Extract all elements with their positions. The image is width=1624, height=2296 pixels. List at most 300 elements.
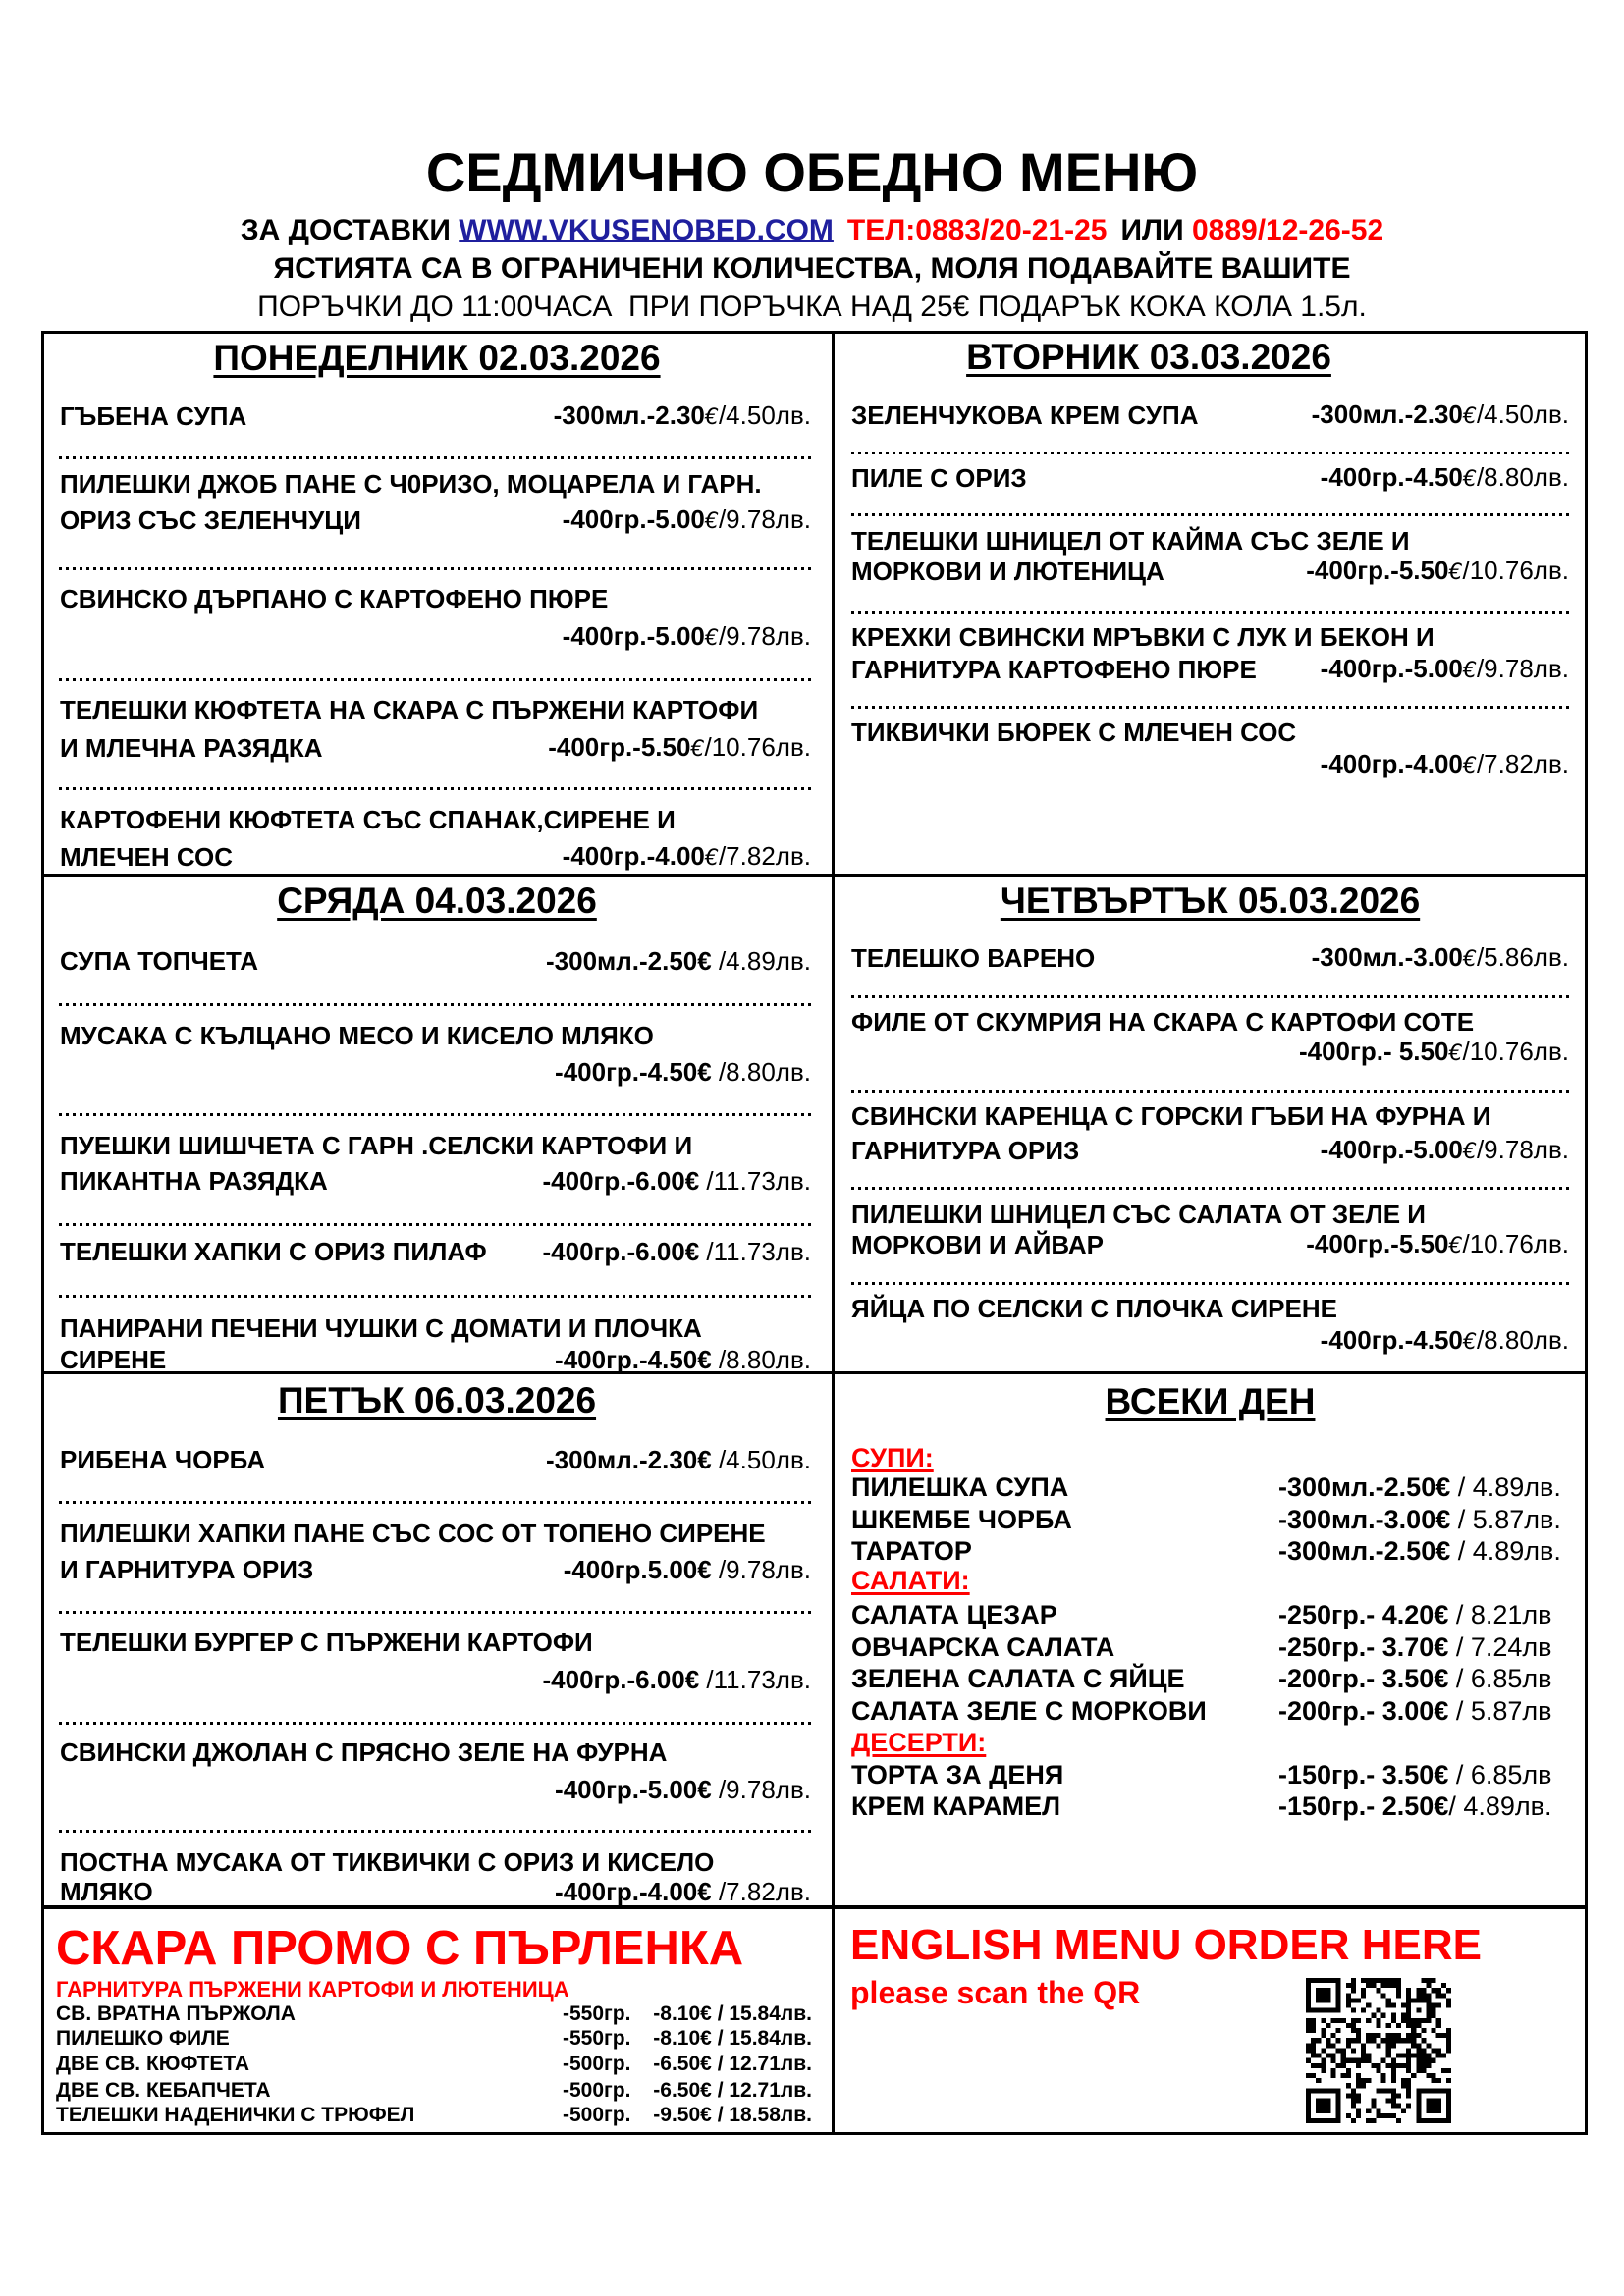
menu-item [851, 1695, 1569, 1727]
qr-module [1306, 2028, 1311, 2033]
price-amount: -200гр.- 3.50 [1278, 1664, 1435, 1693]
qr-module [1446, 2078, 1451, 2083]
qr-module [1436, 2018, 1441, 2023]
qr-module [1346, 2068, 1351, 2073]
qr-module [1426, 2043, 1431, 2048]
qr-module [1436, 2003, 1441, 2008]
qr-module [1391, 2058, 1396, 2063]
qr-module [1356, 2028, 1361, 2033]
price-amount: -150гр.- 3.50 [1278, 1760, 1435, 1789]
qr-module [1331, 2088, 1336, 2093]
day-title-text: СРЯДА 04.03.2026 [277, 881, 597, 921]
qr-module [1416, 2113, 1421, 2118]
item-name: РИБЕНА ЧОРБА [60, 1445, 266, 1474]
qr-module [1406, 2003, 1411, 2008]
qr-module [1336, 1983, 1341, 1988]
price-amount: -400гр.-5.00 [562, 505, 705, 534]
phone-2[interactable]: 0889/12-26-52 [1191, 214, 1384, 246]
price-amount: -400гр.-4.00 [562, 841, 705, 871]
menu-item [851, 1535, 1569, 1567]
item-price [546, 944, 811, 978]
section-label-desserts [851, 1727, 1569, 1758]
qr-module [1331, 2068, 1336, 2073]
qr-module [1432, 2109, 1436, 2113]
promo-item-price [653, 2103, 812, 2128]
qr-module [1426, 2058, 1431, 2063]
qr-module [1361, 1993, 1366, 1998]
column-divider [832, 331, 835, 2135]
qr-module [1336, 1988, 1341, 1993]
qr-module [1396, 2054, 1401, 2058]
item-price [1278, 1759, 1552, 1790]
qr-module [1336, 2118, 1341, 2123]
item-name: СУПА ТОПЧЕТА [60, 946, 259, 976]
qr-module [1306, 2113, 1311, 2118]
qr-module [1376, 1988, 1380, 1993]
qr-module [1391, 2078, 1396, 2083]
qr-module [1416, 2093, 1421, 2098]
qr-module [1321, 2008, 1326, 2013]
menu-item [851, 524, 1569, 558]
qr-module [1321, 2033, 1326, 2038]
menu-item [851, 1005, 1569, 1039]
qr-module [1391, 1983, 1396, 1988]
price-leva: / 4.89лв. [1448, 1791, 1552, 1821]
menu-item-cont [60, 1773, 811, 1806]
price-leva: / 6.85лв [1448, 1760, 1552, 1789]
qr-module [1421, 2068, 1426, 2073]
qr-module [1436, 2088, 1441, 2093]
qr-module [1406, 1988, 1411, 1993]
price-leva: / 15.84лв. [711, 2002, 812, 2025]
qr-module [1396, 1983, 1401, 1988]
item-price [1321, 1323, 1569, 1359]
euro-symbol: € [700, 2104, 712, 2126]
price-amount: -400гр.-6.00 [542, 1166, 685, 1196]
item-price [1321, 652, 1569, 687]
item-price [555, 1875, 811, 1908]
qr-module [1432, 2073, 1436, 2078]
qr-module [1446, 2003, 1451, 2008]
price-leva: / 12.71лв. [711, 2079, 812, 2102]
qr-module [1436, 2078, 1441, 2083]
qr-module [1306, 2104, 1311, 2109]
qr-module [1306, 1998, 1311, 2002]
qr-module [1306, 1988, 1311, 1993]
qr-module [1351, 2088, 1356, 2093]
qr-module [1406, 2093, 1411, 2098]
price-amount: -8.10 [653, 2002, 701, 2025]
item-name: КАРТОФЕНИ КЮФТЕТА СЪС СПАНАК,СИРЕНЕ И [60, 805, 676, 834]
qr-module [1341, 2058, 1346, 2063]
qr-module [1441, 2068, 1446, 2073]
qr-module [1366, 2109, 1371, 2113]
qr-module [1446, 2118, 1451, 2123]
qr-module [1446, 2033, 1451, 2038]
price-amount: -400гр.-5.00 [1320, 654, 1463, 683]
qr-module [1356, 2038, 1361, 2043]
qr-module [1321, 1978, 1326, 1983]
qr-module [1421, 2063, 1426, 2068]
item-price [1278, 1663, 1552, 1694]
qr-module [1436, 2033, 1441, 2038]
qr-module [1436, 2054, 1441, 2058]
qr-code-icon[interactable] [1306, 1978, 1451, 2123]
qr-module [1341, 2018, 1346, 2023]
qr-module [1351, 2048, 1356, 2053]
qr-module [1361, 1978, 1366, 1983]
qr-module [1386, 2038, 1391, 2043]
price-amount: -150гр.- 2.50 [1278, 1791, 1435, 1821]
qr-module [1376, 2109, 1380, 2113]
qr-module [1391, 2013, 1396, 2018]
qr-module [1316, 2109, 1321, 2113]
qr-module [1396, 1993, 1401, 1998]
item-price [1278, 1599, 1552, 1630]
price-leva: /5.86лв. [1476, 942, 1569, 972]
qr-module [1406, 2088, 1411, 2093]
item-price [543, 1235, 812, 1268]
price-amount: -400гр.-5.50 [1306, 556, 1449, 585]
qr-module [1446, 2028, 1451, 2033]
euro-symbol: € [684, 1166, 700, 1196]
qr-module [1331, 2118, 1336, 2123]
qr-module [1336, 2113, 1341, 2118]
qr-module [1406, 2078, 1411, 2083]
qr-module [1376, 2113, 1380, 2118]
euro-symbol: € [697, 1057, 712, 1087]
qr-module [1311, 2118, 1316, 2123]
price-leva: / 5.87лв. [1450, 1505, 1561, 1534]
qr-module [1386, 2088, 1391, 2093]
item-price [554, 399, 811, 434]
qr-module [1436, 2048, 1441, 2053]
qr-module [1391, 2098, 1396, 2103]
qr-module [1401, 2083, 1406, 2088]
qr-module [1306, 1983, 1311, 1988]
menu-item-cont [60, 504, 811, 537]
price-leva: / 8.21лв [1448, 1600, 1552, 1629]
qr-module [1371, 2063, 1376, 2068]
promo-item [56, 2052, 812, 2077]
price-leva: /8.80лв. [1476, 462, 1569, 492]
price-leva: /4.89лв. [711, 946, 811, 976]
item-name: ТИКВИЧКИ БЮРЕК С МЛЕЧЕН СОС [851, 718, 1297, 747]
qr-module [1356, 2109, 1361, 2113]
qr-module [1386, 2098, 1391, 2103]
qr-module [1421, 2028, 1426, 2033]
menu-item [851, 1663, 1569, 1694]
qr-module [1376, 2068, 1380, 2073]
menu-item-cont [851, 1324, 1569, 1358]
menu-item-cont [851, 1036, 1569, 1069]
item-name: МОРКОВИ И АЙВАР [851, 1230, 1104, 1259]
qr-module [1321, 1993, 1326, 1998]
dotted-separator [851, 1090, 1569, 1093]
qr-module [1316, 2078, 1321, 2083]
price-amount: -8.10 [653, 2027, 701, 2050]
qr-module [1446, 2098, 1451, 2103]
phone-1[interactable]: ТЕЛ:0883/20-21-25 [846, 214, 1108, 246]
qr-module [1406, 2018, 1411, 2023]
qr-module [1311, 2008, 1316, 2013]
qr-module [1326, 2118, 1330, 2123]
qr-module [1446, 1988, 1451, 1993]
qr-module [1331, 2073, 1336, 2078]
menu-item [851, 1504, 1569, 1535]
item-name: ШКЕМБЕ ЧОРБА [851, 1505, 1072, 1534]
qr-module [1406, 2104, 1411, 2109]
qr-module [1426, 2098, 1431, 2103]
qr-module [1321, 2028, 1326, 2033]
qr-module [1331, 1978, 1336, 1983]
qr-module [1376, 2043, 1380, 2048]
qr-module [1391, 2003, 1396, 2008]
qr-module [1421, 2048, 1426, 2053]
qr-module [1391, 2073, 1396, 2078]
qr-module [1356, 2073, 1361, 2078]
item-price [563, 619, 811, 655]
qr-module [1306, 1978, 1311, 1983]
qr-module [1306, 2118, 1311, 2123]
menu-item-cont [60, 1055, 811, 1089]
dotted-separator [59, 1223, 811, 1226]
qr-module [1436, 2098, 1441, 2103]
menu-item [60, 582, 811, 615]
qr-module [1401, 2018, 1406, 2023]
item-price [548, 730, 811, 766]
price-leva: /9.78лв. [718, 621, 811, 651]
qr-module [1426, 2063, 1431, 2068]
menu-item [851, 1292, 1569, 1325]
qr-module [1351, 1988, 1356, 1993]
qr-module [1391, 2088, 1396, 2093]
menu-item-cont [60, 840, 811, 874]
qr-module [1386, 2063, 1391, 2068]
qr-module [1331, 2054, 1336, 2058]
menu-item [851, 1198, 1569, 1231]
price-amount: -300мл.-3.00 [1311, 942, 1463, 972]
item-name: МУСАКА С КЪЛЦАНО МЕСО И КИСЕЛО МЛЯКО [60, 1021, 654, 1050]
qr-module [1306, 1993, 1311, 1998]
qr-module [1432, 2028, 1436, 2033]
qr-module [1361, 2083, 1366, 2088]
qr-module [1306, 2048, 1311, 2053]
qr-module [1426, 1993, 1431, 1998]
dotted-separator [59, 1830, 811, 1833]
qr-module [1336, 2018, 1341, 2023]
item-price [1306, 1227, 1569, 1262]
qr-module [1351, 2093, 1356, 2098]
qr-module [1361, 2048, 1366, 2053]
promo-item-weight: -500гр. [563, 2079, 631, 2102]
qr-module [1432, 2104, 1436, 2109]
item-name: ЯЙЦА ПО СЕЛСКИ С ПЛОЧКА СИРЕНЕ [851, 1294, 1337, 1323]
item-name: ГАРНИТУРА ОРИЗ [851, 1136, 1080, 1165]
qr-module [1321, 2104, 1326, 2109]
qr-module [1446, 2104, 1451, 2109]
qr-module [1311, 2028, 1316, 2033]
qr-module [1346, 1993, 1351, 1998]
price-leva: / 7.24лв [1448, 1632, 1552, 1662]
item-name: ТАРАТОР [851, 1536, 972, 1566]
day-title-thursday [833, 879, 1588, 924]
qr-module [1426, 2008, 1431, 2013]
menu-item-cont [60, 1164, 811, 1198]
qr-module [1306, 2003, 1311, 2008]
promo-item-name: ДВЕ СВ. КЮФТЕТА [56, 2053, 250, 2075]
section-label-text: СУПИ: [851, 1443, 934, 1472]
qr-module [1432, 2098, 1436, 2103]
qr-module [1391, 2113, 1396, 2118]
qr-module [1316, 2008, 1321, 2013]
qr-module [1436, 1993, 1441, 1998]
qr-module [1416, 1993, 1421, 1998]
qr-module [1326, 1988, 1330, 1993]
qr-module [1416, 2088, 1421, 2093]
item-price [1278, 1790, 1552, 1822]
price-amount: -200гр.- 3.00 [1278, 1696, 1435, 1726]
item-price [1278, 1471, 1561, 1503]
qr-module [1381, 2073, 1386, 2078]
qr-module [1416, 2043, 1421, 2048]
qr-module [1396, 2038, 1401, 2043]
qr-module [1311, 2023, 1316, 2028]
qr-module [1441, 1983, 1446, 1988]
qr-module [1396, 2063, 1401, 2068]
qr-module [1311, 2038, 1316, 2043]
qr-module [1356, 1998, 1361, 2002]
qr-module [1336, 2038, 1341, 2043]
price-leva: /8.80лв. [711, 1345, 811, 1374]
dotted-separator [851, 452, 1569, 454]
qr-module [1326, 2098, 1330, 2103]
day-title-wednesday [41, 879, 833, 924]
qr-module [1396, 2023, 1401, 2028]
qr-module [1421, 2058, 1426, 2063]
item-name: ПИЛЕШКИ ДЖОБ ПАНЕ С Ч0РИЗО, МОЦАРЕЛА И ГАРН. [60, 469, 762, 499]
qr-module [1316, 2098, 1321, 2103]
menu-item [851, 1599, 1569, 1630]
menu-item [60, 467, 811, 501]
promo-item-name: ТЕЛЕШКИ НАДЕНИЧКИ С ТРЮФЕЛ [56, 2104, 415, 2126]
euro-symbol: € [697, 1775, 712, 1804]
price-leva: /9.78лв. [711, 1555, 811, 1584]
qr-module [1416, 2008, 1421, 2013]
price-amount: -400гр.- 5.50 [1298, 1037, 1449, 1066]
qr-module [1346, 2023, 1351, 2028]
euro-symbol: € [1435, 1505, 1451, 1534]
euro-symbol: € [697, 1445, 712, 1474]
item-name: САЛАТА ЗЕЛЕ С МОРКОВИ [851, 1696, 1207, 1726]
price-amount: -400гр.-4.00 [1320, 749, 1463, 778]
qr-module [1321, 2018, 1326, 2023]
qr-module [1336, 2093, 1341, 2098]
qr-module [1311, 2073, 1316, 2078]
item-price [1321, 1133, 1569, 1168]
qr-module [1366, 2078, 1371, 2083]
price-amount: -300мл.-3.00 [1278, 1505, 1436, 1534]
item-price [1278, 1695, 1552, 1727]
qr-module [1316, 2088, 1321, 2093]
day-title-monday [41, 336, 833, 381]
qr-module [1321, 2068, 1326, 2073]
euro-symbol: € [1434, 1632, 1449, 1662]
euro-symbol: € [684, 1665, 700, 1694]
qr-module [1432, 2088, 1436, 2093]
website-link[interactable]: WWW.VKUSENOBED.COM [459, 214, 834, 246]
qr-module [1396, 2033, 1401, 2038]
menu-item [60, 400, 811, 433]
euro-symbol: € [697, 946, 712, 976]
menu-item [60, 1311, 811, 1345]
euro-symbol: € [697, 1555, 712, 1584]
promo-item [56, 2078, 812, 2104]
qr-module [1416, 2023, 1421, 2028]
qr-module [1311, 2048, 1316, 2053]
euro-symbol: € [700, 2053, 712, 2075]
qr-module [1396, 1978, 1401, 1983]
qr-module [1406, 1998, 1411, 2002]
qr-module [1441, 1993, 1446, 1998]
dotted-separator [851, 995, 1569, 998]
promo-item-weight: -550гр. [563, 2002, 631, 2025]
qr-module [1306, 2098, 1311, 2103]
item-price [563, 503, 811, 538]
item-name: ТОРТА ЗА ДЕНЯ [851, 1760, 1064, 1789]
qr-module [1416, 2063, 1421, 2068]
dotted-separator [59, 1611, 811, 1614]
qr-module [1436, 2104, 1441, 2109]
qr-module [1361, 2058, 1366, 2063]
dotted-separator [851, 1282, 1569, 1285]
qr-module [1336, 1998, 1341, 2002]
qr-module [1336, 1993, 1341, 1998]
qr-module [1396, 1988, 1401, 1993]
qr-module [1436, 2118, 1441, 2123]
price-leva: /11.73лв. [699, 1237, 811, 1266]
price-leva: /9.78лв. [718, 505, 811, 534]
promo-title: СКАРА ПРОМО С ПЪРЛЕНКА [56, 1922, 744, 1975]
qr-module [1446, 2038, 1451, 2043]
qr-module [1351, 2104, 1356, 2109]
qr-module [1381, 2113, 1386, 2118]
qr-module [1426, 2003, 1431, 2008]
menu-item [851, 1790, 1569, 1822]
price-leva: /11.73лв. [699, 1166, 811, 1196]
qr-module [1426, 2088, 1431, 2093]
section-label-salads [851, 1565, 1569, 1596]
euro-symbol: € [1434, 1696, 1449, 1726]
price-leva: /10.76лв. [1462, 1037, 1569, 1066]
qr-module [1411, 2073, 1416, 2078]
qr-module [1421, 1988, 1426, 1993]
qr-module [1351, 2098, 1356, 2103]
menu-item [60, 1626, 811, 1659]
qr-module [1346, 2003, 1351, 2008]
euro-symbol: € [1434, 1760, 1449, 1789]
price-amount: -400гр.-5.00 [555, 1775, 698, 1804]
qr-module [1441, 2088, 1446, 2093]
qr-module [1416, 2118, 1421, 2123]
item-name: ГАРНИТУРА КАРТОФЕНО ПЮРЕ [851, 655, 1257, 684]
qr-module [1321, 2109, 1326, 2113]
menu-item [851, 716, 1569, 749]
qr-module [1336, 1978, 1341, 1983]
qr-module [1346, 2083, 1351, 2088]
qr-module [1371, 2013, 1376, 2018]
qr-module [1346, 2058, 1351, 2063]
